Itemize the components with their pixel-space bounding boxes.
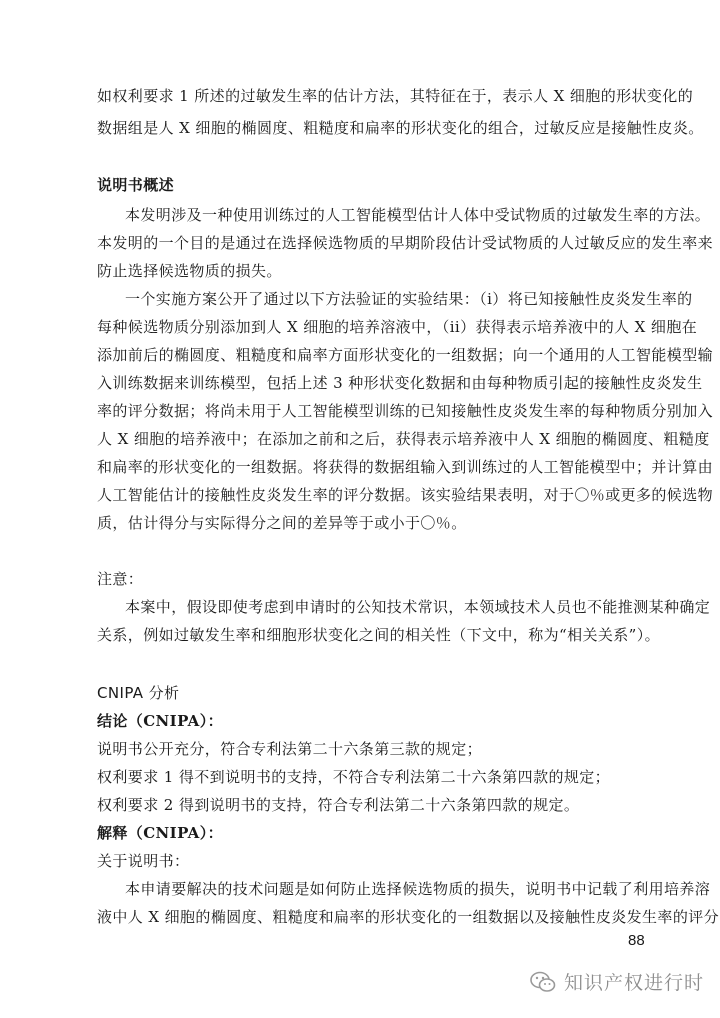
embodiment-line-5: 率的评分数据；将尚未用于人工智能模型训练的已知接触性皮炎发生率的每种物质分别加入 [97,402,714,420]
explanation-line-1: 本申请要解决的技术问题是如何防止选择候选物质的损失，说明书中记载了利用培养溶 [125,880,711,898]
embodiment-line-6: 人 X 细胞的培养液中；在添加之前和之后，获得表示培养液中人 X 细胞的椭圆度、粗糙度 [97,430,710,448]
embodiment-line-9: 质，估计得分与实际得分之间的差异等于或小于〇％。 [97,514,467,532]
wechat-icon [530,970,556,994]
page-number: 88 [628,932,645,949]
watermark [530,968,704,995]
explanation-subheading: 关于说明书： [97,852,190,870]
conclusion-line-1: 说明书公开充分，符合专利法第二十六条第三款的规定； [97,740,483,758]
section-heading-summary: 说明书概述 [97,176,175,194]
note-line-2: 关系，例如过敏发生率和细胞形状变化之间的相关性（下文中，称为“相关关系”）。 [97,626,661,644]
conclusion-line-3: 权利要求 2 得到说明书的支持，符合专利法第二十六条第四款的规定。 [97,796,580,814]
summary-line-3: 防止选择候选物质的损失。 [97,262,282,280]
embodiment-line-4: 入训练数据来训练模型，包括上述 3 种形状变化数据和由每种物质引起的接触性皮炎发生 [97,374,703,392]
conclusion-heading: 结论（CNIPA）： [97,712,223,730]
embodiment-line-7: 和扁率的形状变化的一组数据。将获得的数据组输入到训练过的人工智能模型中；并计算由 [97,458,714,476]
note-line-1: 本案中，假设即使考虑到申请时的公知技术常识，本领域技术人员也不能推测某种确定 [125,598,711,616]
claim-text-line-2: 数据组是人 X 细胞的椭圆度、粗糙度和扁率的形状变化的组合，过敏反应是接触性皮炎。 [97,119,704,137]
claim-text-line-1: 如权利要求 1 所述的过敏发生率的估计方法，其特征在于，表示人 X 细胞的形状变化的 [97,87,694,105]
embodiment-line-3: 添加前后的椭圆度、粗糙度和扁率方面形状变化的一组数据；向一个通用的人工智能模型输 [97,346,714,364]
watermark-text: 知识产权进行时 [564,972,705,994]
embodiment-line-1: 一个实施方案公开了通过以下方法验证的实验结果：（i）将已知接触性皮炎发生率的 [125,290,693,308]
summary-line-1: 本发明涉及一种使用训练过的人工智能模型估计人体中受试物质的过敏发生率的方法。 [125,206,711,224]
embodiment-line-2: 每种候选物质分别添加到人 X 细胞的培养溶液中，（ii）获得表示培养液中的人 X 细胞在 [97,318,698,336]
conclusion-line-2: 权利要求 1 得不到说明书的支持，不符合专利法第二十六条第四款的规定； [97,768,611,786]
summary-line-2: 本发明的一个目的是通过在选择候选物质的早期阶段估计受试物质的人过敏反应的发生率来 [97,234,714,252]
explanation-line-2: 液中人 X 细胞的椭圆度、粗糙度和扁率的形状变化的一组数据以及接触性皮炎发生率的评分 [97,908,720,926]
section-heading-cnipa: CNIPA 分析 [97,684,180,702]
note-label: 注意： [97,570,144,588]
explanation-heading: 解释（CNIPA）： [97,824,223,842]
embodiment-line-8: 人工智能估计的接触性皮炎发生率的评分数据。该实验结果表明，对于〇％或更多的候选物 [97,486,714,504]
